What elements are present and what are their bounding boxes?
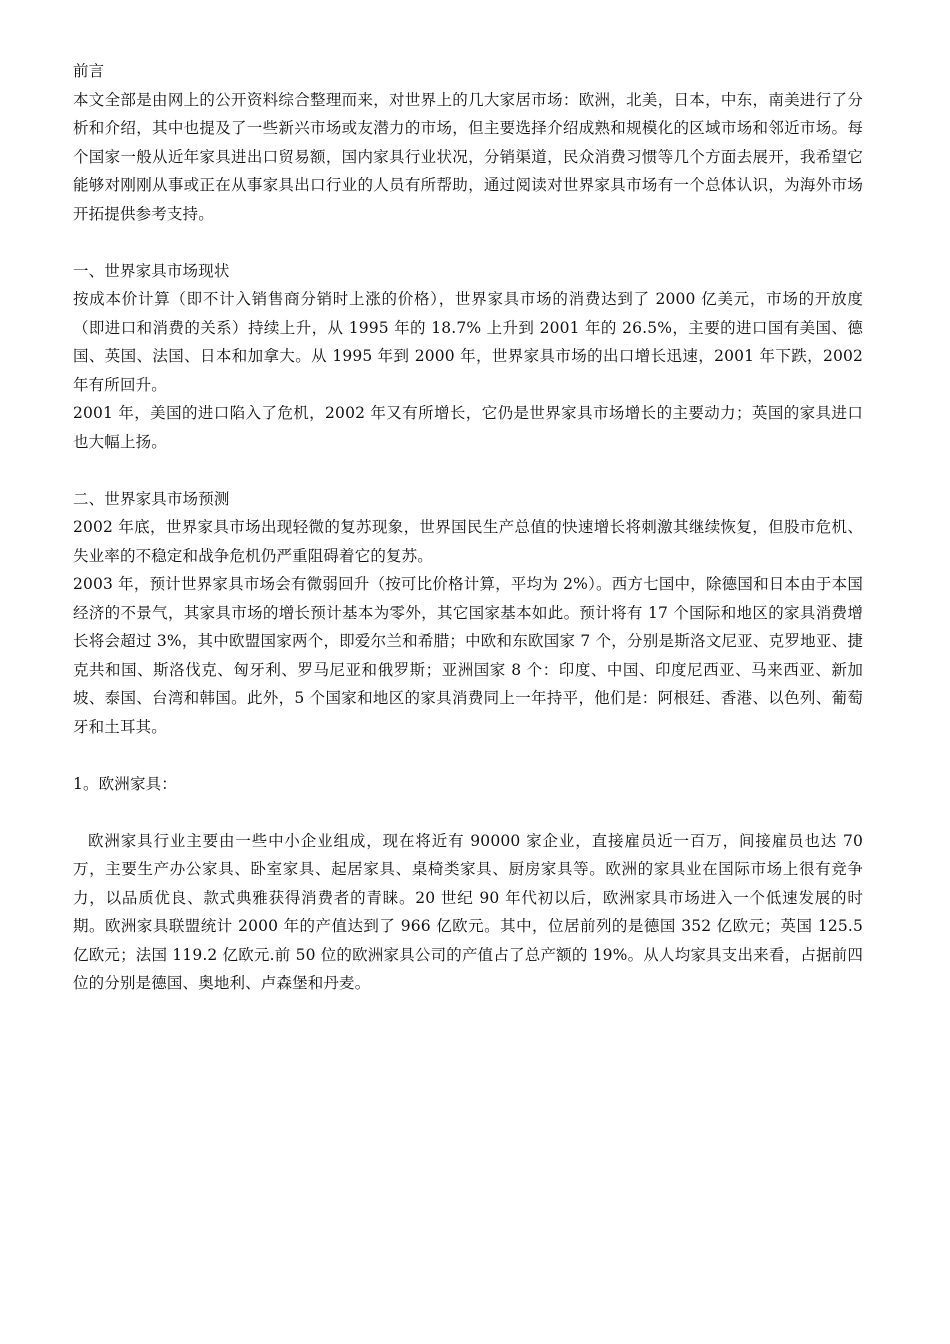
subsection-1-paragraph: 欧洲家具行业主要由一些中小企业组成，现在将近有 90000 家企业，直接雇员近一百万，间接雇员也达 70 万，主要生产办公家具、卧室家具、起居家具、桌椅类家具、厨房家具等。欧洲的家具业在国际市场上很有竞争力，以品质优良、款式典雅获得消费者的青睐。20 世纪 90 年代初以后，欧洲家具市场进入一个低速发展的时期。欧洲家具联盟统计 2000 年的产值达到了 966 亿欧元。其中，位居前列的是德国 352 亿欧元；英国 125.5 亿欧元；法国 119.2 亿欧元.前 50 位的欧洲家具公司的产值占了总产额的 19%。从人均家具支出来看，占据前四位的分别是德国、奥地利、卢森堡和丹麦。 — [73, 831, 863, 992]
spacer — [73, 798, 863, 827]
spacer — [73, 228, 863, 257]
preface-heading: 前言 — [73, 62, 105, 80]
document-page — [73, 57, 863, 998]
section-1-heading: 一、世界家具市场现状 — [73, 261, 230, 280]
section-1-paragraph-2: 2001 年，美国的进口陷入了危机，2002 年又有所增长，它仍是世界家具市场增长的主要动力；英国的家具进口也大幅上扬。 — [73, 404, 863, 451]
spacer — [73, 456, 863, 485]
subsection-1-heading: 1。欧洲家具： — [73, 774, 177, 793]
section-2-paragraph-1: 2002 年底，世界家具市场出现轻微的复苏现象，世界国民生产总值的快速增长将刺激其继续恢复，但股市危机、失业率的不稳定和战争危机仍严重阻碍着它的复苏。 — [73, 518, 863, 565]
section-1-paragraph-1: 按成本价计算（即不计入销售商分销时上涨的价格），世界家具市场的消费达到了 2000 亿美元，市场的开放度（即进口和消费的关系）持续上升，从 1995 年的 18.7% 上升到 2001 年的 26.5%，主要的进口国有美国、德国、英国、法国、日本和加拿大。从 1995 年到 2000 年，世界家具市场的出口增长迅速，2001 年下跌，2002 年有所回升。 — [73, 290, 863, 394]
spacer — [73, 741, 863, 770]
preface-paragraph: 本文全部是由网上的公开资料综合整理而来，对世界上的几大家居市场：欧洲，北美，日本，中东，南美进行了分析和介绍，其中也提及了一些新兴市场或友潜力的市场，但主要选择介绍成熟和规模化的区域市场和邻近市场。每个国家一般从近年家具进出口贸易额，国内家具行业状况，分销渠道，民众消费习惯等几个方面去展开，我希望它能够对刚刚从事或正在从事家具出口行业的人员有所帮助，通过阅读对世界家具市场有一个总体认识，为海外市场开拓提供参考支持。 — [73, 90, 863, 223]
section-2-paragraph-2: 2003 年，预计世界家具市场会有微弱回升（按可比价格计算，平均为 2%）。西方七国中，除德国和日本由于本国经济的不景气，其家具市场的增长预计基本为零外，其它国家基本如此。预计将有 17 个国际和地区的家具消费增长将会超过 3%，其中欧盟国家两个，即爱尔兰和希腊；中欧和东欧国家 7 个，分别是斯洛文尼亚、克罗地亚、捷克共和国、斯洛伐克、匈牙利、罗马尼亚和俄罗斯；亚洲国家 8 个：印度、中国、印度尼西亚、马来西亚、新加坡、泰国、台湾和韩国。此外，5 个国家和地区的家具消费同上一年持平，他们是：阿根廷、香港、以色列、葡萄牙和土耳其。 — [73, 575, 863, 736]
section-2-heading: 二、世界家具市场预测 — [73, 489, 230, 508]
